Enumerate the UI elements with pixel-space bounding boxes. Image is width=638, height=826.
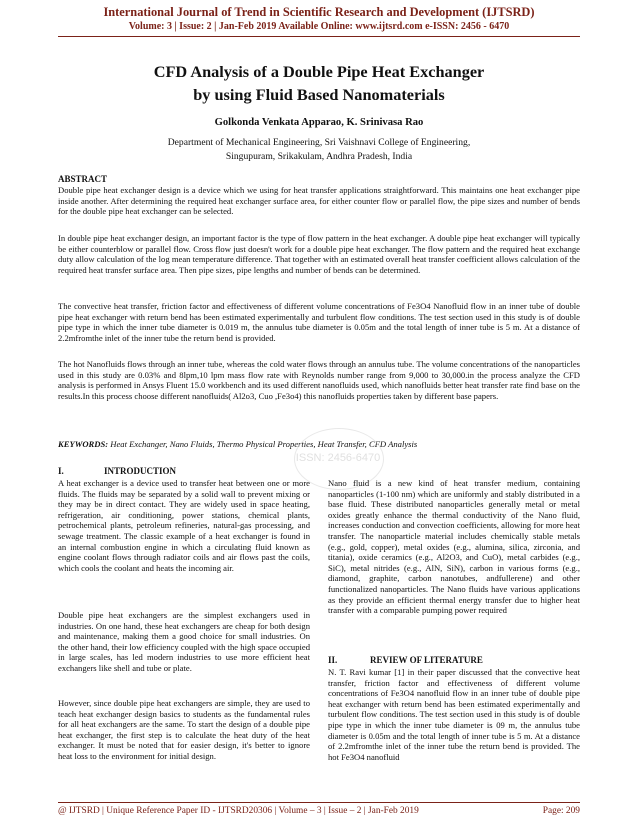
intro-paragraph-1: A heat exchanger is a device used to transfer heat between one or more fluids. The fluids may be separated by a solid wall to prevent mixing or they may be in direct contact. They are widely used in space heating, refrigeration, air conditioning, power stations, chemical plants, petrochemical plants, petroleum refineries, natural-gas processing, and sewage treatment. The classic example of a heat exchanger is found in an internal combustion engine in which a circulating fluid known as engine coolant flows through radiator coils and air flows past the coils, which cools the coolant and heats the incoming air. — [58, 478, 310, 573]
journal-title: International Journal of Trend in Scientific Research and Development (IJTSRD) — [103, 5, 535, 19]
intro-paragraph-3: However, since double pipe heat exchangers are simple, they are used to teach heat exchanger design basics to students as the fundamental rules for all heat exchangers are the same. To start the design of a double pipe heat exchanger, the first step is to calculate the heat duty of the heat exchanger. It must be noted that for easier design, it's better to ignore heat loss to the environment for initial design. — [58, 698, 310, 761]
footer-page-number: Page: 209 — [542, 806, 580, 816]
section-1-number: I. — [58, 466, 64, 476]
nanofluid-paragraph: Nano fluid is a new kind of heat transfer medium, containing nanoparticles (1-100 nm) which are uniformly and stably distributed in a base fluid. These distributed nanoparticles generally metal or metal oxides greatly enhance the thermal conductivity of the Nano fluid, increases conduction and convection coefficients, allowing for more heat transfer. The nanoparticle material includes chemically stable metals (e.g., gold, copper), metal oxides (e.g., alumina, silica, zirconia, and titania), oxide ceramics (e.g., Al2O3, and CuO), metal carbides (e.g., SiC), metal nitrides (e.g., AlN, SiN), carbon in various forms (e.g., diamond, graphite, carbon nanotubes, andfullerene) and other functionalized nanoparticles. The Nano fluids have various applications as they provide an efficient thermal energy transfer due to higher heat transfer with a comparable pumping power required — [328, 478, 580, 616]
paper-authors: Golkonda Venkata Apparao, K. Srinivasa Rao — [214, 117, 424, 128]
header-divider — [58, 36, 580, 37]
keywords-text: Heat Exchanger, Nano Fluids, Thermo Physical Properties, Heat Transfer, CFD Analysis — [108, 439, 418, 449]
literature-paragraph-1: N. T. Ravi kumar [1] in their paper discussed that the convective heat transfer, friction factor and effectiveness of different volume concentrations of Fe3O4 nanofluid flow in an inner tube of double pipe heat exchanger with return bend has been estimated experimentally and turbulent flow conditions. The test section used in this study is of double pipe type in which the inner tube diameter is 09 m, the annulus tube diameter is 0.05m and the total length of inner tube is 5 m. At a distance of 2.2mfromthe inlet of the inner tube the return bend is provided. The hot Fe3O4 nanofluid — [328, 667, 580, 762]
abstract-heading: ABSTRACT — [58, 174, 108, 184]
paper-title-line-2: by using Fluid Based Nanomaterials — [193, 85, 445, 104]
abstract-paragraph-4: The hot Nanofluids flows through an inner tube, whereas the cold water flows through an annulus tube. The volume concentrations of the nanoparticles used in this study are 0.03% and 8lpm,10 lpm mass flow rate with Reynolds number range from 9,000 to 30,000.in the process analyze the CFD analysis is performed in Ansys Fluent 15.0 workbench and its used different nanofluids used, which nanofluids better heat transfer rate find base on the results.In this process choose different nanofluids( Al2o3, Cuo ,Fe3o4) this nanofluids properties taken by different base papers. — [58, 359, 580, 401]
affiliation-line-1: Department of Mechanical Engineering, Sri Vaishnavi College of Engineering, — [167, 137, 471, 148]
intro-paragraph-2: Double pipe heat exchangers are the simplest exchangers used in industries. On one hand, these heat exchangers are cheap for both design and maintenance, making them a good choice for small industries. On the other hand, their low efficiency coupled with the high space occupied in large scales, has led modern industries to use more efficient heat exchangers like shell and tube or plate. — [58, 610, 310, 673]
watermark-text: ISSN: 2456-6470 — [295, 452, 381, 464]
footer-divider — [58, 802, 580, 803]
footer-reference: @ IJTSRD | Unique Reference Paper ID - IJTSRD20306 | Volume – 3 | Issue – 2 | Jan-Feb 2019 — [58, 806, 419, 816]
paper-title-line-1: CFD Analysis of a Double Pipe Heat Exchanger — [153, 62, 485, 81]
section-2-title: REVIEW OF LITERATURE — [370, 655, 483, 665]
section-2-number: II. — [328, 655, 338, 665]
journal-issue-line: Volume: 3 | Issue: 2 | Jan-Feb 2019 Available Online: www.ijtsrd.com e-ISSN: 2456 - 6470 — [128, 21, 510, 32]
abstract-paragraph-3: The convective heat transfer, friction factor and effectiveness of different volume concentrations of Fe3O4 Nanofluid flow in an inner tube of double pipe heat exchanger with return bend has been estimated experimentally and turbulent flow conditions. The test section used in this study is of double pipe type in which the inner tube diameter is 0.019 m, the annulus tube diameter is 0.05m and the total length of inner tube is 5 m. At a distance of 2.2mfromthe inlet of the inner tube the return bend is provided. — [58, 301, 580, 343]
affiliation-line-2: Singupuram, Srikakulam, Andhra Pradesh, India — [225, 151, 413, 162]
section-1-title: INTRODUCTION — [104, 466, 177, 476]
abstract-paragraph-1: Double pipe heat exchanger design is a device which we using for heat transfer applications straightforward. This maintains one heat exchanger pipe inside another. After determining the required heat exchanger surface area, for either counter flow or parallel flow, the pipe sizes and number of bends for the double pipe heat exchanger can be selected. — [58, 185, 580, 217]
abstract-paragraph-2: In double pipe heat exchanger design, an important factor is the type of flow pattern in the heat exchanger. A double pipe heat exchanger will typically be either counterblow or parallel flow. Cross flow just doesn't work for a double pipe heat exchanger. The flow pattern and the required heat exchange duty allow calculation of the log mean temperature difference. That together with an estimated overall heat transfer coefficient allows calculation of the required heat transfer surface area. Then pipe sizes, pipe lengths and number of bends can be determined. — [58, 233, 580, 275]
keywords-label: KEYWORDS: — [58, 439, 109, 449]
